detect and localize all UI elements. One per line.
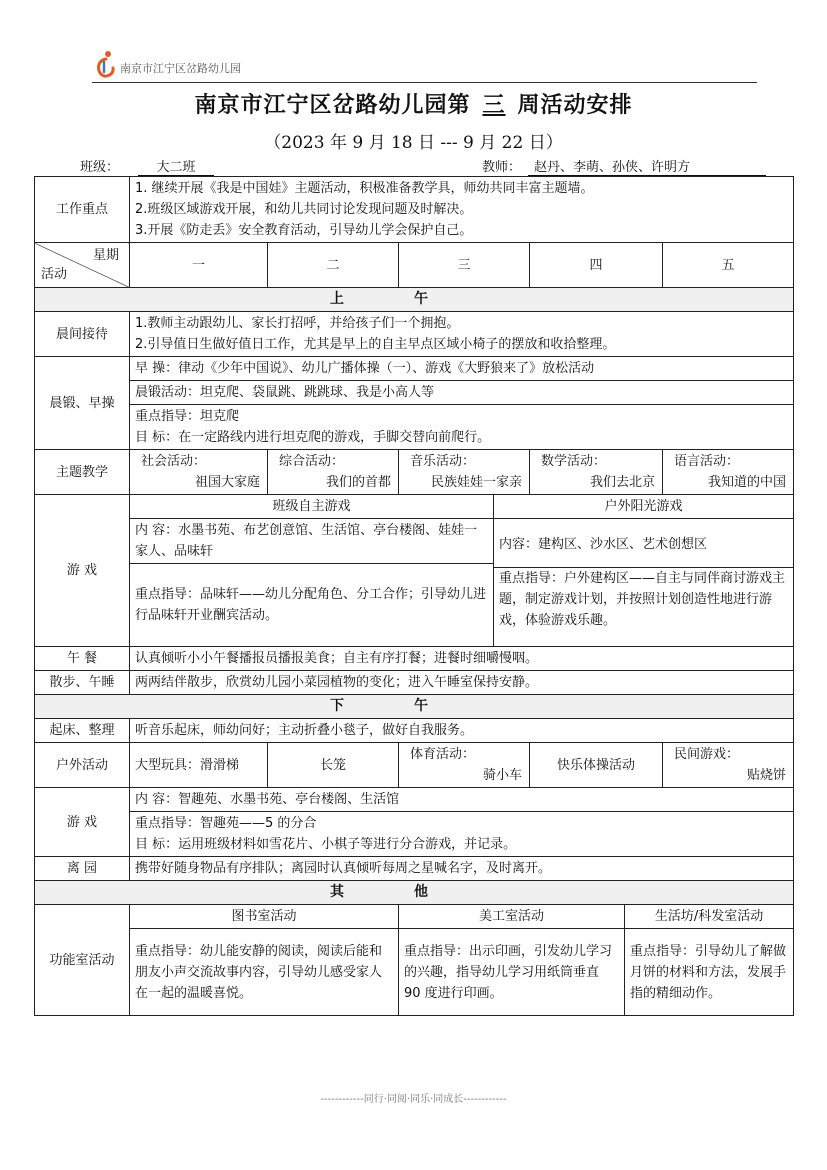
outdoor-games-content: 内容：建构区、沙水区、艺术创想区 xyxy=(499,537,708,552)
exercise-row xyxy=(35,381,794,405)
afternoon-games-row xyxy=(35,788,794,812)
reception-label: 晨间接待 xyxy=(35,312,130,357)
work-focus-label: 工作重点 xyxy=(35,177,130,243)
other-section-header: 其他 xyxy=(35,881,794,905)
lunch-row xyxy=(35,647,794,671)
art-room-title: 美工室活动 xyxy=(399,905,625,929)
subject-value: 我们去北京 xyxy=(589,475,655,490)
subject-value: 民族娃娃一家亲 xyxy=(430,475,522,490)
work-focus-content xyxy=(130,177,794,243)
reception-line: 2.引导值日生做好值日工作，尤其是早上的自主早点区域小椅子的摆放和收拾整理。 xyxy=(135,337,616,352)
leave-row xyxy=(35,857,794,881)
subject-label: 音乐活动： xyxy=(410,454,476,469)
other-section-row xyxy=(35,881,794,905)
class-teacher-line xyxy=(80,156,757,176)
morning-exercise: 早 操：律动《少年中国说》、幼儿广播体操（一）、游戏《大野狼来了》放松活动 xyxy=(130,357,794,381)
outdoor-activity-label: 户外活动 xyxy=(35,743,130,788)
corner-activity-label: 活动 xyxy=(41,267,68,282)
subject-language xyxy=(663,450,794,495)
week-number: 三 xyxy=(482,92,506,118)
afternoon-games-goal: 目 标：运用班级材料如雪花片、小棋子等进行分合游戏，并记录。 xyxy=(135,837,517,852)
morning-games-label: 游 戏 xyxy=(35,495,130,647)
library-room-title: 图书室活动 xyxy=(130,905,399,929)
outdoor-item-folk-game xyxy=(663,743,794,788)
art-room-content: 重点指导：出示印画，引发幼儿学习的兴趣，指导幼儿学习用纸筒垂直 90 度进行印画。 xyxy=(399,929,625,1016)
lunch-content: 认真倾听小小午餐播报员播报美食；自主有序打餐；进餐时细嚼慢咽。 xyxy=(130,647,794,671)
life-science-room-title: 生活坊/科发室活动 xyxy=(625,905,794,929)
games-title-row xyxy=(35,495,794,519)
subject-value: 我知道的中国 xyxy=(708,475,787,490)
afternoon-games-label: 游 戏 xyxy=(35,788,130,857)
header-rule xyxy=(92,82,757,83)
child-logo-icon xyxy=(92,48,118,78)
afternoon-games-guidance xyxy=(130,812,794,857)
subject-music xyxy=(399,450,530,495)
afternoon-section-row xyxy=(35,695,794,719)
work-focus-line: 3.开展《防走丢》安全教育活动，引导幼儿学会保护自己。 xyxy=(135,223,473,238)
class-games-title: 班级自主游戏 xyxy=(130,495,494,519)
subject-value: 祖国大家庭 xyxy=(194,475,260,490)
subject-social xyxy=(130,450,268,495)
morning-workout: 晨锻活动：坦克爬、袋鼠跳、跳跳球、我是小高人等 xyxy=(130,381,794,405)
exercise-goal: 目 标：在一定路线内进行坦克爬的游戏，手脚交替向前爬行。 xyxy=(135,430,491,445)
theme-teaching-row xyxy=(35,450,794,495)
outdoor-item-gymnastics: 快乐体操活动 xyxy=(530,743,663,788)
class-label: 班级： xyxy=(80,160,120,175)
wakeup-content: 听音乐起床，师幼问好；主动折叠小毯子，做好自我服务。 xyxy=(130,719,794,743)
function-room-title-row xyxy=(35,905,794,929)
title-prefix: 南京市江宁区岔路幼儿园第 xyxy=(194,92,471,118)
life-science-room-content: 重点指导：引导幼儿了解做月饼的材料和方法，发展手指的精细动作。 xyxy=(625,929,794,1016)
day-thursday: 四 xyxy=(530,243,663,288)
lunch-label: 午 餐 xyxy=(35,647,130,671)
walk-nap-row xyxy=(35,671,794,695)
outdoor-games-guide: 重点指导：户外建构区——自主与同伴商讨游戏主题，制定游戏计划，并按照计划创造性地进行游戏，体验游戏乐趣。 xyxy=(494,567,793,631)
outdoor-item-value: 骑小车 xyxy=(482,768,522,783)
subject-value: 我们的首都 xyxy=(325,475,391,490)
title-suffix: 周活动安排 xyxy=(517,92,633,118)
function-room-content-row xyxy=(35,929,794,1016)
weekday-corner-cell xyxy=(35,243,130,288)
outdoor-item-label: 体育活动： xyxy=(410,747,476,762)
theme-teaching-label: 主题教学 xyxy=(35,450,130,495)
morning-section-header: 上午 xyxy=(35,288,794,312)
outdoor-games-title: 户外阳光游戏 xyxy=(494,495,794,519)
morning-section-row xyxy=(35,288,794,312)
reception-row xyxy=(35,312,794,357)
day-wednesday: 三 xyxy=(399,243,530,288)
page-footer: ------------同行·同阅·同乐·同成长------------ xyxy=(320,1094,507,1105)
walk-nap-content: 两两结伴散步，欣赏幼儿园小菜园植物的变化；进入午睡室保持安静。 xyxy=(130,671,794,695)
games-content-row xyxy=(35,519,794,564)
day-friday: 五 xyxy=(663,243,794,288)
page-title xyxy=(0,88,827,119)
logo-text: 南京市江宁区岔路幼儿园 xyxy=(120,62,241,75)
subject-integrated xyxy=(268,450,399,495)
leave-content: 携带好随身物品有序排队；离园时认真倾听每周之星喊名字，及时离开。 xyxy=(130,857,794,881)
subject-label: 综合活动： xyxy=(279,454,345,469)
library-room-content: 重点指导：幼儿能安静的阅读，阅读后能和朋友小声交流故事内容，引导幼儿感受家人在一起的温暖喜悦。 xyxy=(130,929,399,1016)
work-focus-line: 2.班级区域游戏开展，和幼儿共同讨论发现问题及时解决。 xyxy=(135,202,473,217)
afternoon-games-content: 内 容：智趣苑、水墨书苑、亭台楼阁、生活馆 xyxy=(130,788,794,812)
function-room-label: 功能室活动 xyxy=(35,905,130,1016)
class-games-content: 内 容：水墨书苑、布艺创意馆、生活馆、亭台楼阁、娃娃一家人、品味轩 xyxy=(130,519,494,564)
outdoor-item-value: 贴烧饼 xyxy=(747,768,787,783)
reception-line: 1.教师主动跟幼儿、家长打招呼，并给孩子们一个拥抱。 xyxy=(135,316,460,331)
work-focus-line: 1. 继续开展《我是中国娃》主题活动，积极准备教学具，师幼共同丰富主题墙。 xyxy=(135,181,594,196)
subject-label: 语言活动： xyxy=(674,454,740,469)
day-monday: 一 xyxy=(130,243,268,288)
work-focus-row xyxy=(35,177,794,243)
outdoor-item-cage: 长笼 xyxy=(268,743,399,788)
corner-week-label: 星期 xyxy=(92,248,119,263)
afternoon-section-header: 下午 xyxy=(35,695,794,719)
outdoor-item-large-toys: 大型玩具：滑滑梯 xyxy=(130,743,268,788)
leave-label: 离 园 xyxy=(35,857,130,881)
exercise-guidance xyxy=(130,405,794,450)
wakeup-row xyxy=(35,719,794,743)
weekday-header-row xyxy=(35,243,794,288)
exercise-row xyxy=(35,405,794,450)
day-tuesday: 二 xyxy=(268,243,399,288)
subject-label: 数学活动： xyxy=(541,454,607,469)
subject-math xyxy=(530,450,663,495)
afternoon-games-row xyxy=(35,812,794,857)
reception-content xyxy=(130,312,794,357)
outdoor-activity-row xyxy=(35,743,794,788)
exercise-label: 晨锻、早操 xyxy=(35,357,130,450)
exercise-focus: 重点指导：坦克爬 xyxy=(135,409,240,424)
date-range: （2023 年 9 月 18 日 --- 9 月 22 日） xyxy=(264,133,563,153)
teacher-label: 教师： xyxy=(482,160,522,175)
class-games-guide: 重点指导：品味轩——幼儿分配角色、分工合作；引导幼儿进行品味轩开业酬宾活动。 xyxy=(130,564,494,647)
subject-label: 社会活动： xyxy=(141,454,207,469)
outdoor-games-cell xyxy=(494,519,794,647)
school-logo xyxy=(92,46,241,78)
walk-nap-label: 散步、午睡 xyxy=(35,671,130,695)
outdoor-item-sports xyxy=(399,743,530,788)
class-value: 大二班 xyxy=(138,156,214,176)
exercise-row xyxy=(35,357,794,381)
outdoor-item-label: 民间游戏： xyxy=(674,747,740,762)
afternoon-games-focus: 重点指导：智趣苑——5 的分合 xyxy=(135,816,317,831)
weekly-plan-table xyxy=(34,176,794,1016)
wakeup-label: 起床、整理 xyxy=(35,719,130,743)
teacher-value: 赵丹、李萌、孙侠、许明方 xyxy=(528,156,766,176)
